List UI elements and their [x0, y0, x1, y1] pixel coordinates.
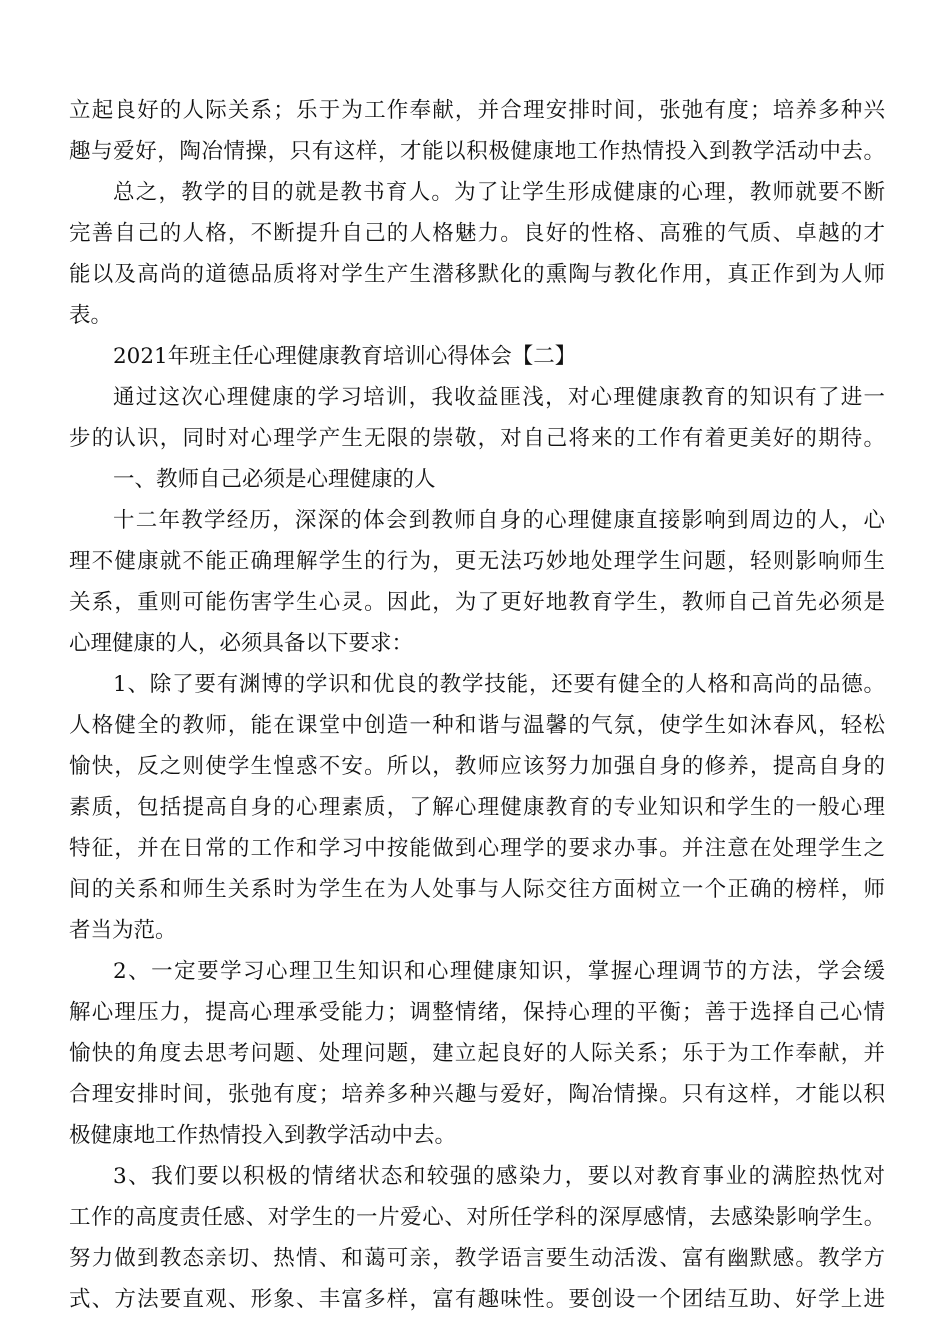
text-line: 完善自己的人格，不断提升自己的人格魅力。良好的性格、高雅的气质、卓越的才 — [69, 221, 885, 246]
text-line: 2、一定要学习心理卫生知识和心理健康知识，掌握心理调节的方法，学会缓 — [113, 959, 885, 984]
subsection-heading: 一、教师自己必须是心理健康的人 — [113, 467, 436, 492]
text-line: 通过这次心理健康的学习培训，我收益匪浅，对心理健康教育的知识有了进一 — [113, 385, 885, 410]
text-line: 趣与爱好，陶冶情操，只有这样，才能以积极健康地工作热情投入到教学活动中去。 — [69, 139, 885, 164]
text-line: 关系，重则可能伤害学生心灵。因此，为了更好地教育学生，教师自己首先必须是 — [69, 590, 885, 615]
text-line: 者当为范。 — [69, 918, 177, 943]
text-line: 3、我们要以积极的情绪状态和较强的感染力，要以对教育事业的满腔热忱对 — [113, 1164, 885, 1189]
text-line: 理不健康就不能正确理解学生的行为，更无法巧妙地处理学生问题，轻则影响师生 — [69, 549, 885, 574]
text-line: 合理安排时间，张弛有度；培养多种兴趣与爱好，陶冶情操。只有这样，才能以积 — [69, 1082, 885, 1107]
section-heading: 2021年班主任心理健康教育培训心得体会【二】 — [113, 344, 577, 369]
text-line: 特征，并在日常的工作和学习中按能做到心理学的要求办事。并注意在处理学生之 — [69, 836, 885, 861]
text-line: 能以及高尚的道德品质将对学生产生潜移默化的熏陶与教化作用，真正作到为人师 — [69, 262, 885, 287]
text-line: 步的认识，同时对心理学产生无限的崇敬，对自己将来的工作有着更美好的期待。 — [69, 426, 885, 451]
text-line: 间的关系和师生关系时为学生在为人处事与人际交往方面树立一个正确的榜样，师 — [69, 877, 885, 902]
text-line: 极健康地工作热情投入到教学活动中去。 — [69, 1123, 457, 1148]
text-line: 解心理压力，提高心理承受能力；调整情绪，保持心理的平衡；善于选择自己心情 — [69, 1000, 885, 1025]
text-line: 总之，教学的目的就是教书育人。为了让学生形成健康的心理，教师就要不断 — [113, 180, 885, 205]
text-line: 素质，包括提高自身的心理素质，了解心理健康教育的专业知识和学生的一般心理 — [69, 795, 885, 820]
text-line: 人格健全的教师，能在课堂中创造一种和谐与温馨的气氛，使学生如沐春风，轻松 — [69, 713, 885, 738]
text-line: 努力做到教态亲切、热情、和蔼可亲，教学语言要生动活泼、富有幽默感。教学方 — [69, 1246, 885, 1271]
text-line: 心理健康的人，必须具备以下要求： — [69, 631, 414, 656]
text-line: 愉快的角度去思考问题、处理问题，建立起良好的人际关系；乐于为工作奉献，并 — [69, 1041, 885, 1066]
text-line: 十二年教学经历，深深的体会到教师自身的心理健康直接影响到周边的人，心 — [113, 508, 885, 533]
document-page — [69, 90, 885, 1320]
text-line: 表。 — [69, 303, 113, 328]
text-line: 1、除了要有渊博的学识和优良的教学技能，还要有健全的人格和高尚的品德。 — [113, 672, 885, 697]
text-line: 式、方法要直观、形象、丰富多样，富有趣味性。要创设一个团结互助、好学上进 — [69, 1287, 885, 1312]
text-line: 愉快，反之则使学生惶惑不安。所以，教师应该努力加强自身的修养，提高自身的 — [69, 754, 885, 779]
text-line: 立起良好的人际关系；乐于为工作奉献，并合理安排时间，张弛有度；培养多种兴 — [69, 98, 885, 123]
text-line: 工作的高度责任感、对学生的一片爱心、对所任学科的深厚感情，去感染影响学生。 — [69, 1205, 885, 1230]
